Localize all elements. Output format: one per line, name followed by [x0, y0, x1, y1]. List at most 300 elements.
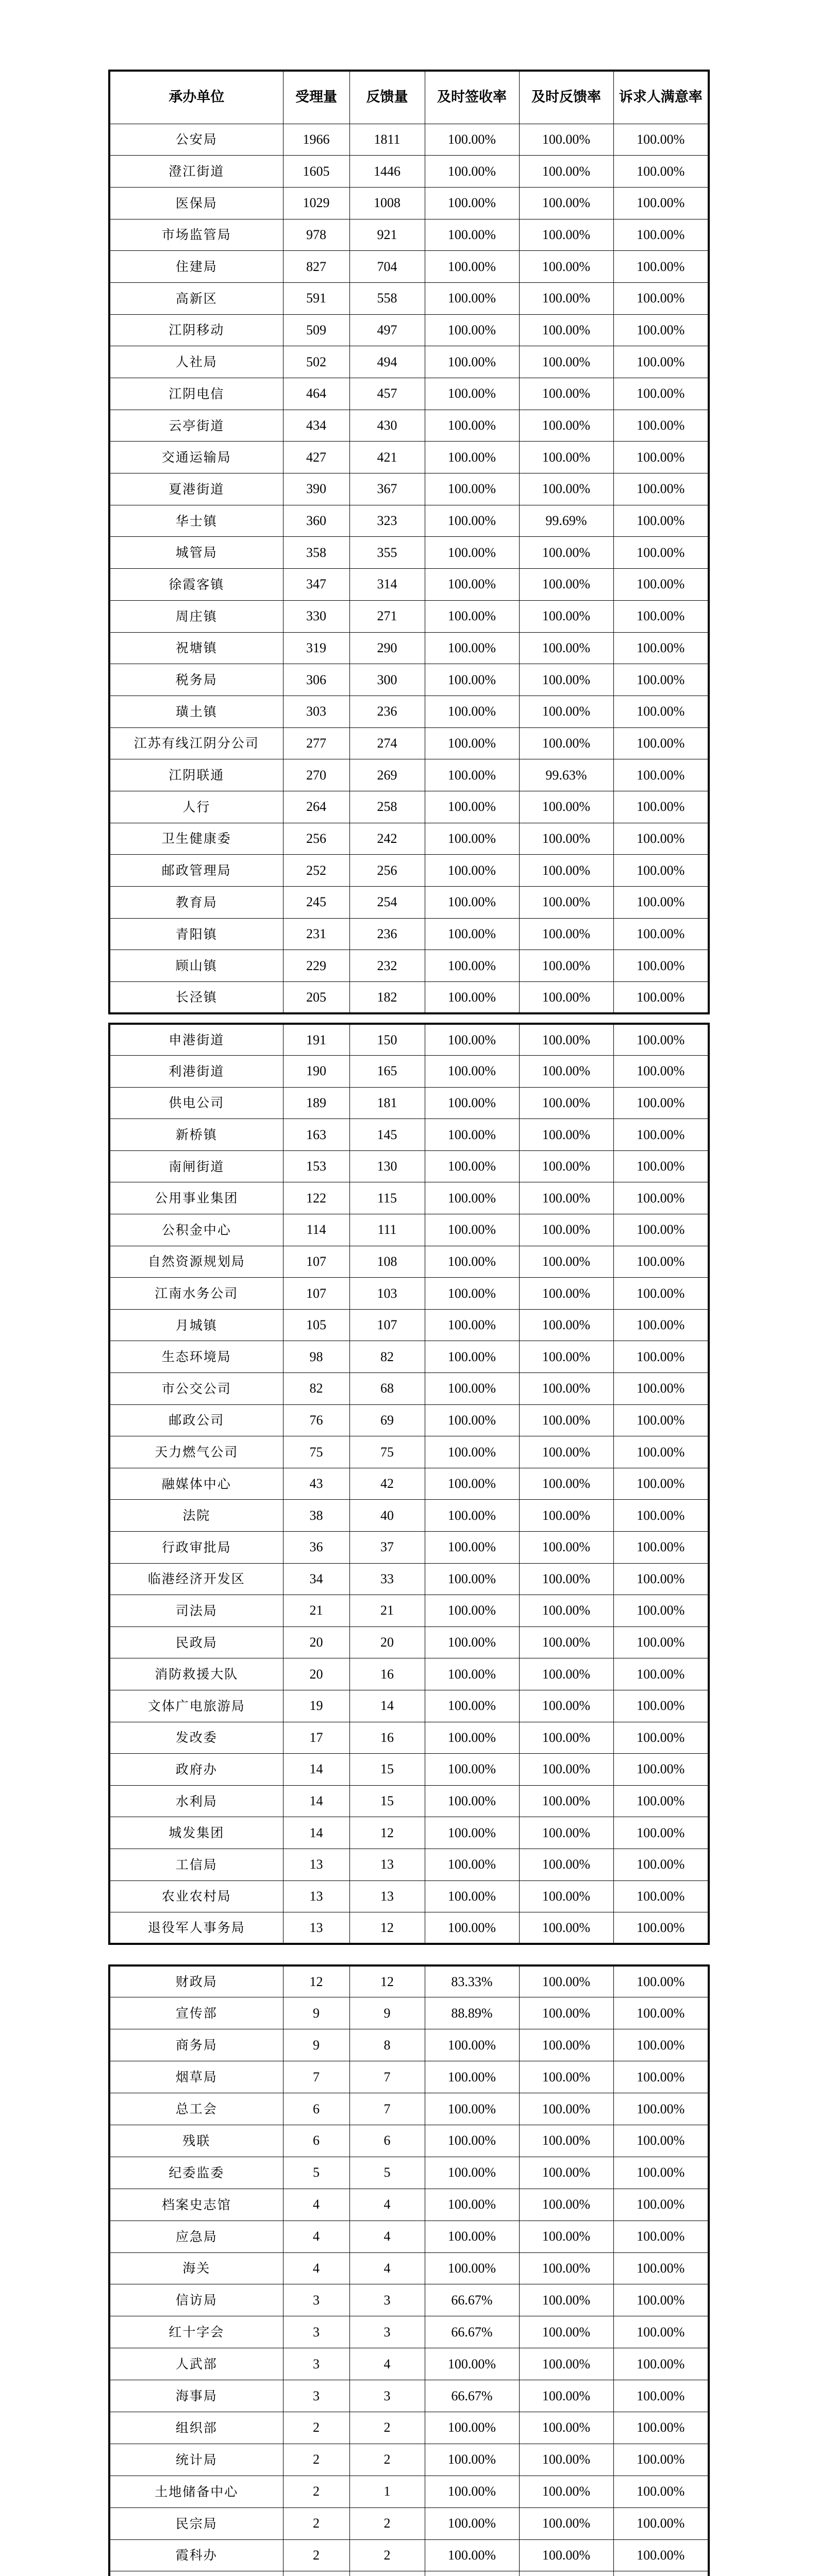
cell-unit: 南闸街道 [109, 1150, 283, 1182]
cell-accepted: 245 [283, 887, 349, 919]
cell-satisfaction-rate: 100.00% [613, 537, 709, 569]
cell-unit: 利港街道 [109, 1056, 283, 1088]
table-row [109, 1214, 709, 1246]
table-row [109, 759, 709, 791]
cell-feedback: 494 [349, 346, 425, 378]
cell-unit: 法院 [109, 1500, 283, 1532]
table-row [109, 2507, 709, 2539]
cell-satisfaction-rate: 100.00% [613, 1817, 709, 1849]
cell-feedback-rate: 100.00% [519, 314, 613, 346]
cell-feedback: 6 [349, 2125, 425, 2157]
cell-unit: 市公交公司 [109, 1373, 283, 1405]
cell-accepted: 6 [283, 2093, 349, 2125]
cell-unit: 行政审批局 [109, 1532, 283, 1564]
cell-unit: 发改委 [109, 1722, 283, 1754]
cell-sign-rate: 100.00% [425, 505, 519, 537]
cell-feedback-rate: 100.00% [519, 2125, 613, 2157]
stats-table-1 [108, 70, 710, 1014]
cell-sign-rate: 100.00% [425, 1500, 519, 1532]
cell-accepted: 34 [283, 1563, 349, 1595]
cell-sign-rate: 100.00% [425, 1056, 519, 1088]
cell-accepted: 252 [283, 855, 349, 887]
cell-unit: 卫生健康委 [109, 823, 283, 855]
header-feedback-rate: 及时反馈率 [519, 71, 613, 124]
cell-unit: 月城镇 [109, 1309, 283, 1341]
cell-accepted: 978 [283, 219, 349, 251]
table-row [109, 1436, 709, 1468]
table-row [109, 2348, 709, 2380]
cell-feedback-rate: 100.00% [519, 1087, 613, 1119]
cell-feedback: 355 [349, 537, 425, 569]
cell-satisfaction-rate: 100.00% [613, 887, 709, 919]
table-row [109, 2444, 709, 2476]
cell-satisfaction-rate: 100.00% [613, 1880, 709, 1912]
cell-unit: 财政局 [109, 1965, 283, 1997]
cell-feedback: 8 [349, 2029, 425, 2061]
cell-satisfaction-rate: 100.00% [613, 950, 709, 982]
cell-satisfaction-rate: 100.00% [613, 855, 709, 887]
cell-unit: 长泾镇 [109, 982, 283, 1014]
cell-feedback: 103 [349, 1278, 425, 1310]
table-row [109, 282, 709, 314]
cell-sign-rate: 100.00% [425, 664, 519, 696]
cell-sign-rate: 100.00% [425, 1119, 519, 1151]
cell-feedback-rate: 100.00% [519, 251, 613, 283]
table-row [109, 1532, 709, 1564]
table-row [109, 2029, 709, 2061]
cell-sign-rate: 100.00% [425, 2189, 519, 2221]
cell-unit: 红十字会 [109, 2316, 283, 2348]
cell-unit: 民政局 [109, 1626, 283, 1658]
cell-satisfaction-rate: 100.00% [613, 1214, 709, 1246]
cell-accepted: 306 [283, 664, 349, 696]
cell-accepted: 509 [283, 314, 349, 346]
cell-unit: 海关 [109, 2252, 283, 2284]
cell-unit: 夏港街道 [109, 473, 283, 505]
cell-feedback: 232 [349, 950, 425, 982]
table-row [109, 1468, 709, 1500]
cell-feedback: 68 [349, 1373, 425, 1405]
cell-feedback-rate: 100.00% [519, 1309, 613, 1341]
cell-feedback: 165 [349, 1056, 425, 1088]
cell-unit: 供电公司 [109, 1087, 283, 1119]
cell-unit: 申港街道 [109, 1024, 283, 1056]
cell-sign-rate: 100.00% [425, 1563, 519, 1595]
cell-feedback-rate [519, 2571, 613, 2576]
cell-accepted: 3 [283, 2284, 349, 2316]
cell-feedback-rate: 100.00% [519, 632, 613, 664]
cell-feedback-rate: 100.00% [519, 2221, 613, 2252]
cell-feedback-rate: 100.00% [519, 1532, 613, 1564]
cell-accepted: 153 [283, 1150, 349, 1182]
cell-accepted: 107 [283, 1278, 349, 1310]
cell-feedback: 12 [349, 1965, 425, 1997]
cell-accepted: 358 [283, 537, 349, 569]
cell-satisfaction-rate: 100.00% [613, 1997, 709, 2029]
cell-accepted: 1605 [283, 156, 349, 188]
cell-feedback-rate: 100.00% [519, 1056, 613, 1088]
cell-feedback-rate: 100.00% [519, 378, 613, 410]
cell-unit: 高新区 [109, 282, 283, 314]
cell-feedback: 37 [349, 1532, 425, 1564]
cell-satisfaction-rate: 100.00% [613, 1087, 709, 1119]
cell-feedback: 9 [349, 1997, 425, 2029]
cell-sign-rate: 100.00% [425, 282, 519, 314]
cell-feedback: 2 [349, 2412, 425, 2444]
cell-feedback-rate: 100.00% [519, 1626, 613, 1658]
table-row [109, 1849, 709, 1880]
cell-feedback: 2 [349, 2507, 425, 2539]
cell-satisfaction-rate: 100.00% [613, 2539, 709, 2571]
table-row [109, 982, 709, 1014]
cell-feedback: 150 [349, 1024, 425, 1056]
cell-accepted: 205 [283, 982, 349, 1014]
table-row [109, 2189, 709, 2221]
cell-feedback: 271 [349, 600, 425, 632]
cell-unit: 霞科办 [109, 2539, 283, 2571]
cell-satisfaction-rate: 100.00% [613, 1436, 709, 1468]
cell-accepted: 330 [283, 600, 349, 632]
cell-satisfaction-rate: 100.00% [613, 1849, 709, 1880]
cell-feedback-rate: 100.00% [519, 1722, 613, 1754]
cell-unit: 融媒体中心 [109, 1468, 283, 1500]
cell-sign-rate: 100.00% [425, 1150, 519, 1182]
cell-unit: 住建局 [109, 251, 283, 283]
cell-unit: 土地储备中心 [109, 2476, 283, 2507]
cell-unit: 青阳镇 [109, 918, 283, 950]
cell-unit: 交通运输局 [109, 442, 283, 473]
cell-accepted: 20 [283, 1626, 349, 1658]
cell-sign-rate: 100.00% [425, 1595, 519, 1627]
cell-feedback-rate: 100.00% [519, 2029, 613, 2061]
cell-accepted: 502 [283, 346, 349, 378]
cell-accepted: 2 [283, 2412, 349, 2444]
cell-sign-rate: 100.00% [425, 600, 519, 632]
table-row [109, 1373, 709, 1405]
cell-accepted: 319 [283, 632, 349, 664]
cell-unit: 城管局 [109, 537, 283, 569]
cell-satisfaction-rate: 100.00% [613, 124, 709, 156]
cell-accepted: 1966 [283, 124, 349, 156]
cell-accepted: 264 [283, 791, 349, 823]
cell-unit: 云亭街道 [109, 410, 283, 442]
cell-feedback-rate: 100.00% [519, 1024, 613, 1056]
cell-feedback-rate: 100.00% [519, 1754, 613, 1786]
cell-unit: 司法局 [109, 1595, 283, 1627]
cell-feedback-rate: 100.00% [519, 2380, 613, 2412]
cell-accepted: 13 [283, 1912, 349, 1944]
cell-satisfaction-rate: 100.00% [613, 410, 709, 442]
cell-sign-rate: 100.00% [425, 2125, 519, 2157]
cell-feedback: 314 [349, 569, 425, 601]
cell-sign-rate: 100.00% [425, 2476, 519, 2507]
cell-sign-rate: 88.89% [425, 1997, 519, 2029]
cell-feedback: 16 [349, 1658, 425, 1690]
table-row [109, 442, 709, 473]
cell-unit: 周庄镇 [109, 600, 283, 632]
cell-unit: 应急局 [109, 2221, 283, 2252]
cell-satisfaction-rate: 100.00% [613, 187, 709, 219]
cell-feedback: 181 [349, 1087, 425, 1119]
cell-feedback: 15 [349, 1754, 425, 1786]
cell-feedback: 3 [349, 2380, 425, 2412]
cell-accepted: 6 [283, 2125, 349, 2157]
cell-feedback: 704 [349, 251, 425, 283]
cell-feedback-rate: 100.00% [519, 1214, 613, 1246]
table-row [109, 2284, 709, 2316]
cell-satisfaction-rate: 100.00% [613, 2093, 709, 2125]
cell-unit: 纪委监委 [109, 2157, 283, 2189]
table-row [109, 696, 709, 727]
cell-unit: 宣传部 [109, 1997, 283, 2029]
cell-sign-rate: 100.00% [425, 1912, 519, 1944]
cell-feedback: 33 [349, 1563, 425, 1595]
table-row [109, 2252, 709, 2284]
cell-unit: 江阴联通 [109, 759, 283, 791]
cell-accepted: 9 [283, 2029, 349, 2061]
table-row [109, 156, 709, 188]
cell-accepted: 107 [283, 1246, 349, 1278]
cell-feedback-rate: 100.00% [519, 600, 613, 632]
table-row [109, 1309, 709, 1341]
cell-feedback-rate: 100.00% [519, 1182, 613, 1214]
cell-satisfaction-rate: 100.00% [613, 1754, 709, 1786]
cell-feedback-rate: 99.63% [519, 759, 613, 791]
table-row [109, 1626, 709, 1658]
cell-feedback-rate: 100.00% [519, 1997, 613, 2029]
cell-feedback: 258 [349, 791, 425, 823]
table-row [109, 473, 709, 505]
cell-accepted: 7 [283, 2061, 349, 2093]
cell-accepted: 76 [283, 1404, 349, 1436]
cell-sign-rate: 100.00% [425, 950, 519, 982]
cell-feedback-rate: 100.00% [519, 2093, 613, 2125]
cell-accepted: 21 [283, 1595, 349, 1627]
table-row [109, 1785, 709, 1817]
cell-accepted: 191 [283, 1024, 349, 1056]
cell-feedback-rate: 100.00% [519, 1119, 613, 1151]
cell-sign-rate: 100.00% [425, 727, 519, 759]
cell-satisfaction-rate: 100.00% [613, 219, 709, 251]
cell-satisfaction-rate: 100.00% [613, 156, 709, 188]
table-row [109, 1817, 709, 1849]
cell-feedback: 82 [349, 1341, 425, 1373]
cell-satisfaction-rate: 100.00% [613, 600, 709, 632]
cell-accepted: 231 [283, 918, 349, 950]
cell-accepted: 105 [283, 1309, 349, 1341]
cell-accepted: 5 [283, 2157, 349, 2189]
cell-accepted: 2 [283, 2507, 349, 2539]
cell-sign-rate: 100.00% [425, 1754, 519, 1786]
cell-satisfaction-rate: 100.00% [613, 2252, 709, 2284]
cell-sign-rate: 100.00% [425, 1404, 519, 1436]
cell-feedback: 130 [349, 1150, 425, 1182]
cell-sign-rate: 100.00% [425, 1785, 519, 1817]
table-row [109, 918, 709, 950]
cell-sign-rate: 100.00% [425, 251, 519, 283]
cell-unit: 新桥镇 [109, 1119, 283, 1151]
cell-unit: 人社局 [109, 346, 283, 378]
cell-sign-rate: 100.00% [425, 1373, 519, 1405]
cell-satisfaction-rate: 100.00% [613, 1912, 709, 1944]
cell-feedback-rate: 100.00% [519, 346, 613, 378]
cell-sign-rate: 100.00% [425, 1087, 519, 1119]
cell-satisfaction-rate: 100.00% [613, 2348, 709, 2380]
cell-sign-rate: 100.00% [425, 1182, 519, 1214]
cell-unit: 江南水务公司 [109, 1278, 283, 1310]
cell-feedback-rate: 100.00% [519, 982, 613, 1014]
cell-satisfaction-rate: 100.00% [613, 2412, 709, 2444]
cell-satisfaction-rate: 100.00% [613, 2189, 709, 2221]
cell-feedback: 921 [349, 219, 425, 251]
cell-feedback-rate: 100.00% [519, 1278, 613, 1310]
cell-feedback-rate: 100.00% [519, 187, 613, 219]
cell-feedback-rate: 100.00% [519, 282, 613, 314]
cell-feedback: 182 [349, 982, 425, 1014]
cell-feedback: 13 [349, 1880, 425, 1912]
cell-unit: 公安局 [109, 124, 283, 156]
cell-accepted: 4 [283, 2189, 349, 2221]
cell-feedback: 145 [349, 1119, 425, 1151]
cell-accepted: 122 [283, 1182, 349, 1214]
cell-accepted: 270 [283, 759, 349, 791]
cell-satisfaction-rate: 100.00% [613, 1278, 709, 1310]
cell-feedback: 367 [349, 473, 425, 505]
cell-unit: 医保局 [109, 187, 283, 219]
cell-unit: 华士镇 [109, 505, 283, 537]
table-row [109, 1997, 709, 2029]
cell-accepted: 256 [283, 823, 349, 855]
table-row [109, 632, 709, 664]
cell-feedback-rate: 100.00% [519, 219, 613, 251]
cell-feedback-rate: 100.00% [519, 156, 613, 188]
cell-feedback-rate: 100.00% [519, 2189, 613, 2221]
cell-sign-rate: 100.00% [425, 855, 519, 887]
table-row [109, 124, 709, 156]
cell-feedback: 16 [349, 1722, 425, 1754]
cell-feedback: 108 [349, 1246, 425, 1278]
cell-feedback-rate: 100.00% [519, 791, 613, 823]
cell-satisfaction-rate: 100.00% [613, 505, 709, 537]
cell-unit: 江苏有线江阴分公司 [109, 727, 283, 759]
cell-satisfaction-rate: 100.00% [613, 314, 709, 346]
cell-unit: 祝塘镇 [109, 632, 283, 664]
cell-accepted: 12 [283, 1965, 349, 1997]
cell-satisfaction-rate: 100.00% [613, 664, 709, 696]
cell-accepted: 98 [283, 1341, 349, 1373]
cell-sign-rate: 100.00% [425, 2252, 519, 2284]
table-row [109, 1563, 709, 1595]
table-row [109, 314, 709, 346]
table-row [109, 1182, 709, 1214]
cell-satisfaction-rate: 100.00% [613, 282, 709, 314]
table-row [109, 1722, 709, 1754]
cell-satisfaction-rate: 100.00% [613, 1024, 709, 1056]
cell-unit: 生态环境局 [109, 1341, 283, 1373]
cell-sign-rate: 66.67% [425, 2316, 519, 2348]
cell-unit: 公积金中心 [109, 1214, 283, 1246]
cell-feedback-rate: 100.00% [519, 1373, 613, 1405]
table-row [109, 823, 709, 855]
cell-unit: 自然资源规划局 [109, 1246, 283, 1278]
cell-feedback-rate: 100.00% [519, 442, 613, 473]
cell-accepted: 13 [283, 1849, 349, 1880]
cell-feedback: 20 [349, 1626, 425, 1658]
cell-feedback: 497 [349, 314, 425, 346]
cell-feedback: 2 [349, 2444, 425, 2476]
cell-feedback: 1008 [349, 187, 425, 219]
header-unit: 承办单位 [109, 71, 283, 124]
cell-unit: 政府办 [109, 1754, 283, 1786]
cell-accepted: 390 [283, 473, 349, 505]
cell-feedback-rate: 100.00% [519, 124, 613, 156]
cell-sign-rate: 100.00% [425, 378, 519, 410]
cell-sign-rate: 100.00% [425, 314, 519, 346]
cell-sign-rate [425, 2571, 519, 2576]
table-row [109, 887, 709, 919]
cell-satisfaction-rate: 100.00% [613, 251, 709, 283]
cell-feedback-rate: 100.00% [519, 1817, 613, 1849]
cell-unit: 组织部 [109, 2412, 283, 2444]
cell-satisfaction-rate: 100.00% [613, 727, 709, 759]
cell-sign-rate: 100.00% [425, 187, 519, 219]
cell-satisfaction-rate: 100.00% [613, 2125, 709, 2157]
cell-unit: 天力燃气公司 [109, 1436, 283, 1468]
cell-accepted: 464 [283, 378, 349, 410]
cell-satisfaction-rate: 100.00% [613, 1182, 709, 1214]
cell-feedback-rate: 100.00% [519, 2444, 613, 2476]
cell-sign-rate: 100.00% [425, 2412, 519, 2444]
table-row [109, 2380, 709, 2412]
cell-feedback: 21 [349, 1595, 425, 1627]
cell-satisfaction-rate: 100.00% [613, 823, 709, 855]
table-row [109, 855, 709, 887]
cell-accepted: 190 [283, 1056, 349, 1088]
cell-feedback: 4 [349, 2189, 425, 2221]
cell-feedback: 107 [349, 1309, 425, 1341]
cell-satisfaction-rate: 100.00% [613, 2476, 709, 2507]
cell-accepted: 20 [283, 1658, 349, 1690]
cell-feedback: 269 [349, 759, 425, 791]
table-row [109, 1880, 709, 1912]
cell-feedback-rate: 100.00% [519, 696, 613, 727]
cell-sign-rate: 100.00% [425, 1468, 519, 1500]
cell-feedback: 2 [349, 2539, 425, 2571]
table-row [109, 950, 709, 982]
cell-accepted: 4 [283, 2221, 349, 2252]
cell-satisfaction-rate: 100.00% [613, 2316, 709, 2348]
table-row [109, 187, 709, 219]
cell-feedback-rate: 100.00% [519, 2284, 613, 2316]
cell-accepted: 19 [283, 1690, 349, 1722]
cell-feedback-rate: 100.00% [519, 2252, 613, 2284]
cell-satisfaction-rate: 100.00% [613, 2157, 709, 2189]
cell-sign-rate: 100.00% [425, 569, 519, 601]
cell-satisfaction-rate: 100.00% [613, 2029, 709, 2061]
cell-sign-rate: 100.00% [425, 346, 519, 378]
cell-sign-rate: 100.00% [425, 1722, 519, 1754]
cell-feedback: 1811 [349, 124, 425, 156]
cell-unit: 人武部 [109, 2348, 283, 2380]
cell-accepted: 2 [283, 2476, 349, 2507]
cell-unit: 江阴电信 [109, 378, 283, 410]
cell-feedback: 236 [349, 696, 425, 727]
cell-feedback-rate: 100.00% [519, 2507, 613, 2539]
cell-feedback-rate: 100.00% [519, 1246, 613, 1278]
cell-satisfaction-rate: 100.00% [613, 632, 709, 664]
table-row [109, 600, 709, 632]
cell-sign-rate: 100.00% [425, 2221, 519, 2252]
